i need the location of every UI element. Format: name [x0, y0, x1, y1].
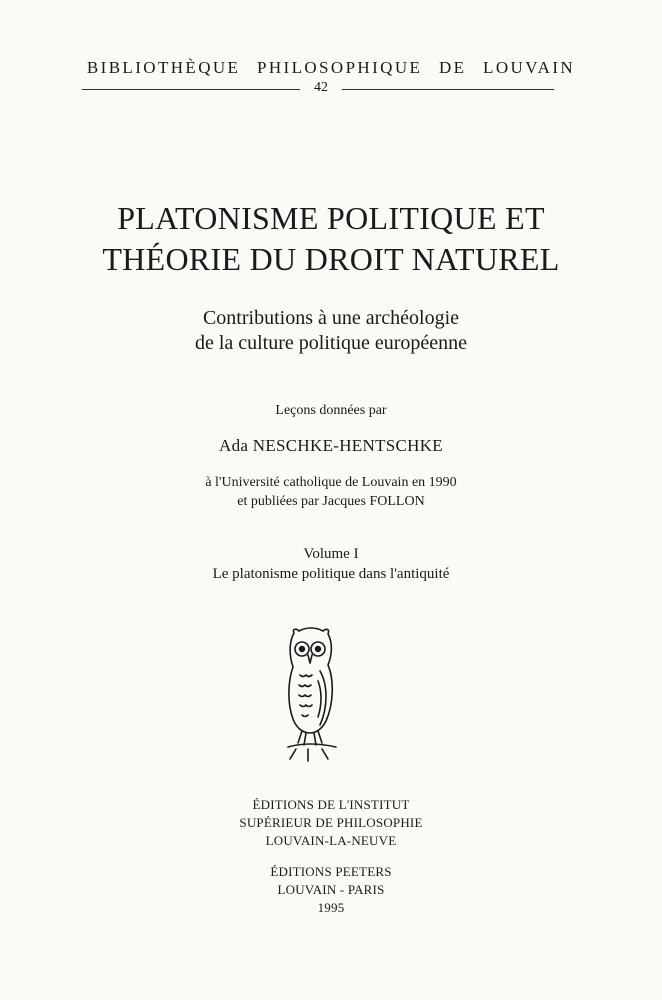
volume-label: Volume I: [303, 546, 359, 562]
book-subtitle-line-2: de la culture politique européenne: [194, 332, 468, 354]
series-number: 42: [314, 80, 328, 95]
book-subtitle-line-1: Contributions à une archéologie: [202, 307, 460, 329]
book-title: [0, 198, 662, 280]
series-rule-left: [82, 89, 300, 90]
publisher-peeters-line-2: LOUVAIN - PARIS: [277, 882, 385, 897]
volume-info: [0, 544, 662, 584]
credits-venue-line-1: à l'Université catholique de Louvain en 1990: [205, 475, 457, 490]
book-subtitle: [0, 306, 662, 356]
publisher-institut-line-3: LOUVAIN-LA-NEUVE: [265, 833, 397, 848]
publisher-institut-line-2: SUPÉRIEUR DE PHILOSOPHIE: [239, 815, 423, 830]
credits-intro: Leçons données par: [275, 403, 387, 418]
credits-venue: [0, 473, 662, 511]
credits-venue-line-2: et publiées par Jacques FOLLON: [237, 494, 425, 509]
series-name: BIBLIOTHÈQUE PHILOSOPHIQUE DE LOUVAIN: [86, 58, 576, 77]
publisher-peeters-line-1: ÉDITIONS PEETERS: [270, 864, 392, 879]
volume-title: Le platonisme politique dans l'antiquité: [212, 566, 450, 582]
author-name: Ada NESCHKE-HENTSCHKE: [219, 436, 443, 455]
publisher-peeters: [0, 863, 662, 917]
publication-year: 1995: [317, 900, 345, 915]
owl-icon: [278, 625, 342, 763]
publisher-institut: [0, 796, 662, 850]
book-title-line-1: PLATONISME POLITIQUE ET: [117, 200, 545, 236]
book-title-line-2: THÉORIE DU DROIT NATUREL: [102, 241, 560, 277]
series-rule-right: [342, 89, 554, 90]
publisher-institut-line-1: ÉDITIONS DE L'INSTITUT: [252, 797, 410, 812]
